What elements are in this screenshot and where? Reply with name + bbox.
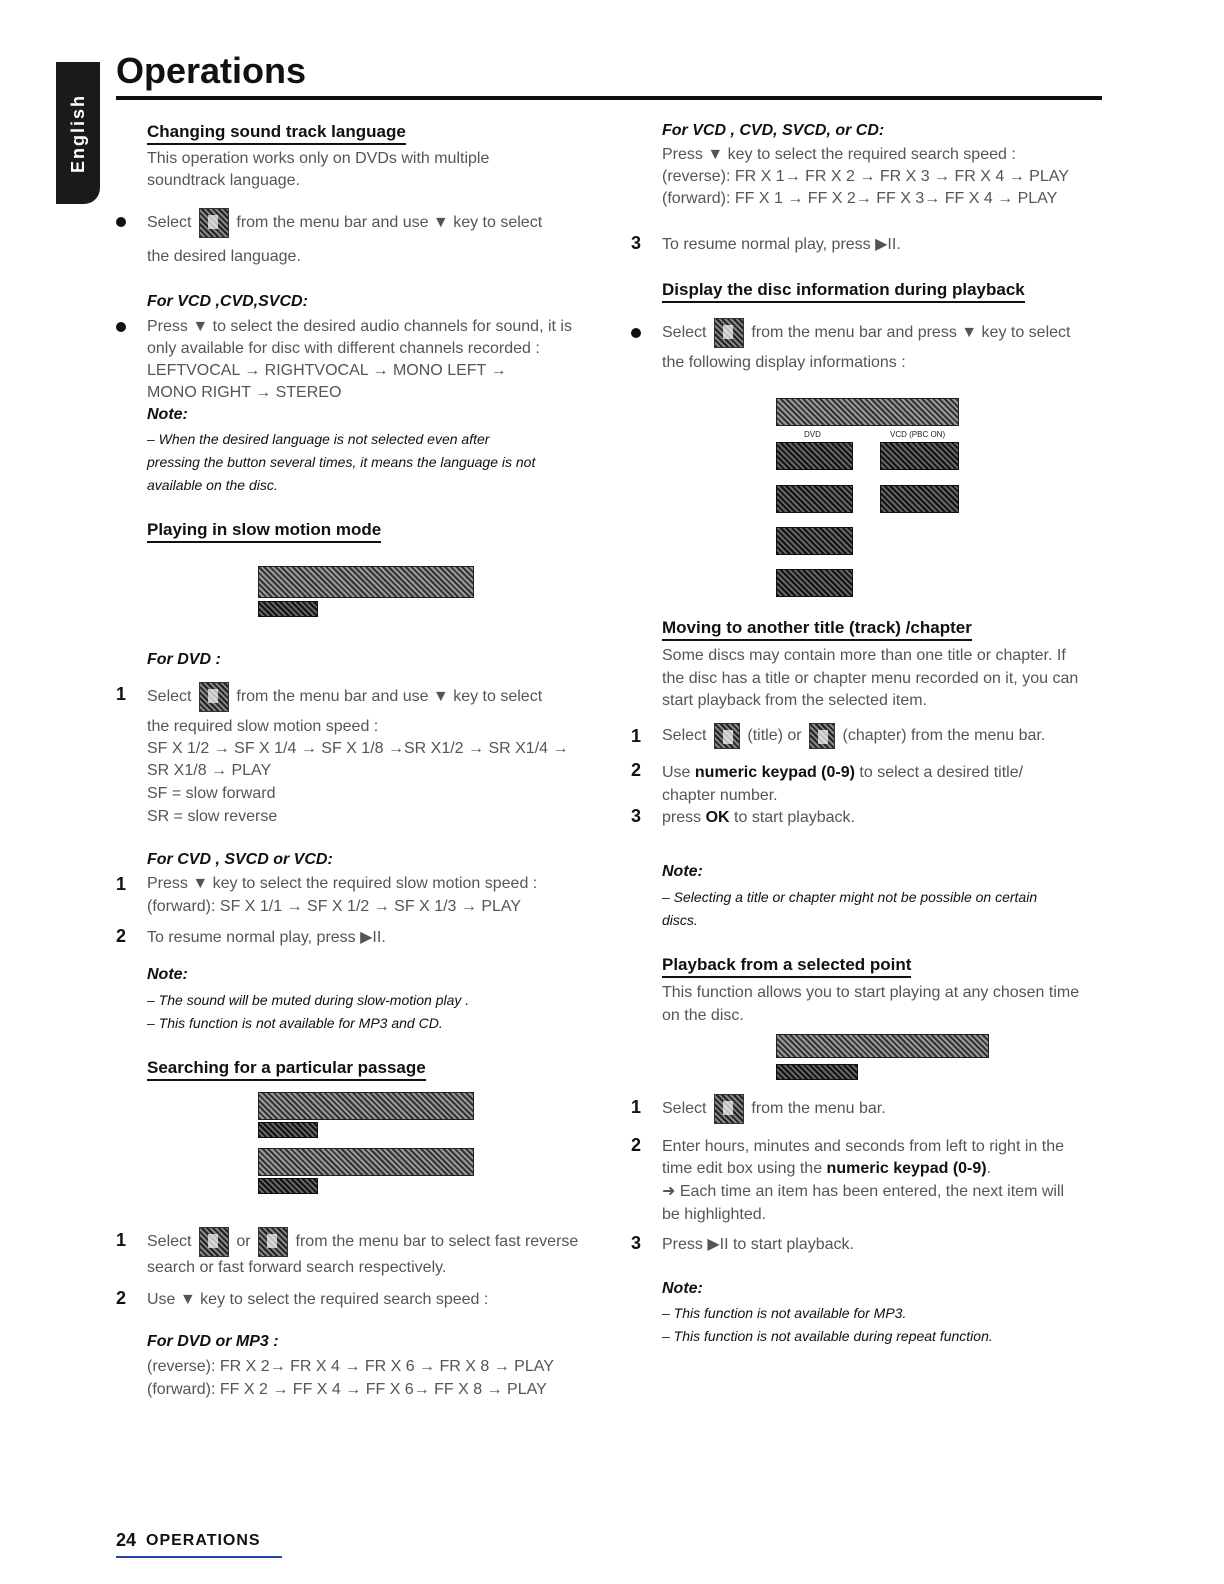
heading-playback-point: Playback from a selected point [662,955,911,978]
select-rest: from the menu bar and use ▼ key to select [236,214,543,232]
search-step-1-line2: search or fast forward search respectively. [147,1259,447,1276]
footer-rule [116,1556,282,1558]
dvd-info-box-4 [776,569,853,597]
menu-bar-screenshot [776,1034,989,1058]
step-number: 2 [116,1288,127,1308]
note-line-1: – When the desired language is not selected even after [147,431,490,447]
dvd-info-box-3 [776,527,853,555]
slow-speed-line-2: SF X 1/2 → SF X 1/4 → SF X 1/8 →SR X1/2 → SR X1/4 → [147,740,569,757]
step-number: 1 [631,726,642,746]
slow-step-1 [147,682,542,712]
title-step-2 [662,762,1023,784]
dvd-info-box-2 [776,485,853,513]
search-box-screenshot [258,1122,318,1138]
resume-play: To resume normal play, press ▶II. [662,236,901,253]
search-speed-line-1: Press ▼ key to select the required search speed : [662,146,1016,163]
note-heading: Note: [147,966,188,983]
sub-vcd-cvd-svcd: For VCD ,CVD,SVCD: [147,293,308,310]
heading-slow-motion: Playing in slow motion mode [147,520,381,543]
time-step-2-line2 [662,1158,991,1180]
display-icon [714,318,744,348]
sound-track-intro-1: This operation works only on DVDs with multiple [147,150,490,167]
step-number: 2 [631,760,642,780]
title-step-3 [662,807,855,829]
note-line-2: – This function is not available for MP3 and CD. [147,1015,443,1031]
bullet-dot [116,217,126,227]
search-step-2: Use ▼ key to select the required search speed : [147,1291,489,1308]
sub-cvd-svcd-vcd: For CVD , SVCD or VCD: [147,851,333,868]
time-step-2-line1: Enter hours, minutes and seconds from left to right in the [662,1138,1064,1155]
use-text: Use [662,764,691,781]
step-number: 3 [631,806,642,826]
sub-for-dvd: For DVD : [147,651,221,668]
step-number: 1 [116,874,127,894]
step-number: 3 [631,1233,642,1253]
step-number: 2 [631,1135,642,1155]
fast-reverse-icon [199,1227,229,1257]
resume-play: To resume normal play, press ▶II. [147,929,386,946]
title-chapter-intro-2: the disc has a title or chapter menu recorded on it, you can [662,670,1079,687]
dvd-caption: DVD [804,430,821,439]
playback-point-intro-2: on the disc. [662,1007,744,1024]
menu-bar-screenshot [776,398,959,426]
sound-track-intro-2: soundtrack language. [147,172,300,189]
slow-motion-icon [199,682,229,712]
note-heading: Note: [147,406,188,423]
ok-text: OK [705,809,730,826]
search-speed-reverse: (reverse): FR X 2→ FR X 4 → FR X 6 → FR X 8 → PLAY [147,1358,554,1375]
slow-vcd-line-2: (forward): SF X 1/1 → SF X 1/2 → SF X 1/3 → PLAY [147,898,522,915]
start-text: to start playback. [734,809,855,826]
note-line-2: discs. [662,912,698,928]
footer-label: OPERATIONS [146,1532,261,1549]
select-text: Select [147,688,192,706]
slow-motion-box-screenshot [258,601,318,617]
or-text: or [236,1233,251,1251]
note-line-1: – This function is not available for MP3. [662,1305,907,1321]
select-text: Select [147,214,192,232]
note-line-3: available on the disc. [147,477,278,493]
select-text: Select [662,1100,707,1118]
step-number: 1 [116,1230,127,1250]
select-text: Select [147,1233,192,1251]
audio-channel-line-4: MONO RIGHT → STEREO [147,384,342,401]
select-rest: from the menu bar to select fast reverse [295,1233,579,1251]
note-line-2: pressing the button several times, it means the language is not [147,454,536,470]
step-number: 1 [116,684,127,704]
audio-language-icon [199,208,229,238]
sound-track-bullet [147,208,542,238]
select-rest: from the menu bar. [751,1100,886,1118]
language-tab [56,62,100,204]
search-speed-forward: (forward): FF X 2 → FF X 4 → FF X 6→ FF X 8 → PLAY [147,1381,547,1398]
note-line-1: – Selecting a title or chapter might not be possible on certain [662,889,1038,905]
menu-bar-screenshot [258,566,474,598]
note-heading: Note: [662,1280,703,1297]
slow-vcd-line-1: Press ▼ key to select the required slow motion speed : [147,875,538,892]
sound-track-bullet-line2: the desired language. [147,248,301,265]
menu-bar-screenshot [258,1148,474,1176]
note-line-2: – This function is not available during repeat function. [662,1328,993,1344]
page-title: Operations [116,50,307,91]
select-rest: from the menu bar and press ▼ key to select [751,324,1071,342]
press-text: press [662,809,702,826]
slow-speed-line-4: SF = slow forward [147,785,276,802]
vcd-info-box-2 [880,485,959,513]
audio-channel-line-2: only available for disc with different channels recorded : [147,340,540,357]
dvd-info-box-1 [776,442,853,470]
slow-speed-line-3: SR X1/8 → PLAY [147,762,272,779]
disc-info-bullet-line2: the following display informations : [662,354,906,371]
language-tab-label: English [68,93,88,173]
sub-vcd-cvd-svcd-cd: For VCD , CVD, SVCD, or CD: [662,122,885,139]
time-step-3: Press ▶II to start playback. [662,1236,854,1253]
title-rule [116,96,1102,100]
title-text: (title) or [747,727,802,745]
search-step-1 [147,1227,578,1257]
time-box-screenshot [776,1064,858,1080]
page-number: 24 [116,1530,137,1550]
time-arrow-line1: ➜ Each time an item has been entered, the next item will [662,1183,1065,1200]
bullet-dot [631,328,641,338]
heading-title-chapter: Moving to another title (track) /chapter [662,618,972,641]
step-number: 1 [631,1097,642,1117]
time-step-1 [662,1094,886,1124]
title-icon [714,723,740,749]
period-text: . [986,1160,992,1177]
search-speed-line-3: (forward): FF X 1 → FF X 2→ FF X 3→ FF X 4 → PLAY [662,190,1058,207]
sub-dvd-mp3: For DVD or MP3 : [147,1333,279,1350]
time-edit-text: time edit box using the [662,1160,823,1177]
time-arrow-line2: be highlighted. [662,1206,767,1223]
title-step-1 [662,723,1045,749]
note-line-1: – The sound will be muted during slow-motion play . [147,992,470,1008]
title-chapter-intro-1: Some discs may contain more than one title or chapter. If [662,647,1066,664]
bullet-dot [116,322,126,332]
playback-point-intro-1: This function allows you to start playing at any chosen time [662,984,1080,1001]
select-rest: from the menu bar and use ▼ key to select [236,688,543,706]
search-speed-line-2: (reverse): FR X 1→ FR X 2 → FR X 3 → FR X 4 → PLAY [662,168,1069,185]
numeric-keypad-text: numeric keypad (0-9) [694,764,855,781]
chapter-icon [809,723,835,749]
heading-searching: Searching for a particular passage [147,1058,426,1081]
search-box-screenshot [258,1178,318,1194]
vcd-caption: VCD (PBC ON) [890,430,946,439]
numeric-keypad-text: numeric keypad (0-9) [826,1160,987,1177]
title-chapter-intro-3: start playback from the selected item. [662,692,927,709]
heading-sound-track: Changing sound track language [147,122,406,145]
select-text: Select [662,324,707,342]
chapter-text: (chapter) from the menu bar. [842,727,1046,745]
audio-channel-line-1: Press ▼ to select the desired audio channels for sound, it is [147,318,572,335]
heading-disc-info: Display the disc information during playback [662,280,1025,303]
step-number: 2 [116,926,127,946]
step-number: 3 [631,233,642,253]
select-rest: to select a desired title/ [859,764,1024,781]
slow-speed-line-5: SR = slow reverse [147,808,278,825]
vcd-info-box-1 [880,442,959,470]
slow-speed-line-1: the required slow motion speed : [147,718,379,735]
fast-forward-icon [258,1227,288,1257]
select-text: Select [662,727,707,745]
audio-channel-line-3: LEFTVOCAL → RIGHTVOCAL → MONO LEFT → [147,362,507,379]
title-step-2-line2: chapter number. [662,787,778,804]
menu-bar-screenshot [258,1092,474,1120]
time-search-icon [714,1094,744,1124]
disc-info-bullet [662,318,1070,348]
note-heading: Note: [662,863,703,880]
